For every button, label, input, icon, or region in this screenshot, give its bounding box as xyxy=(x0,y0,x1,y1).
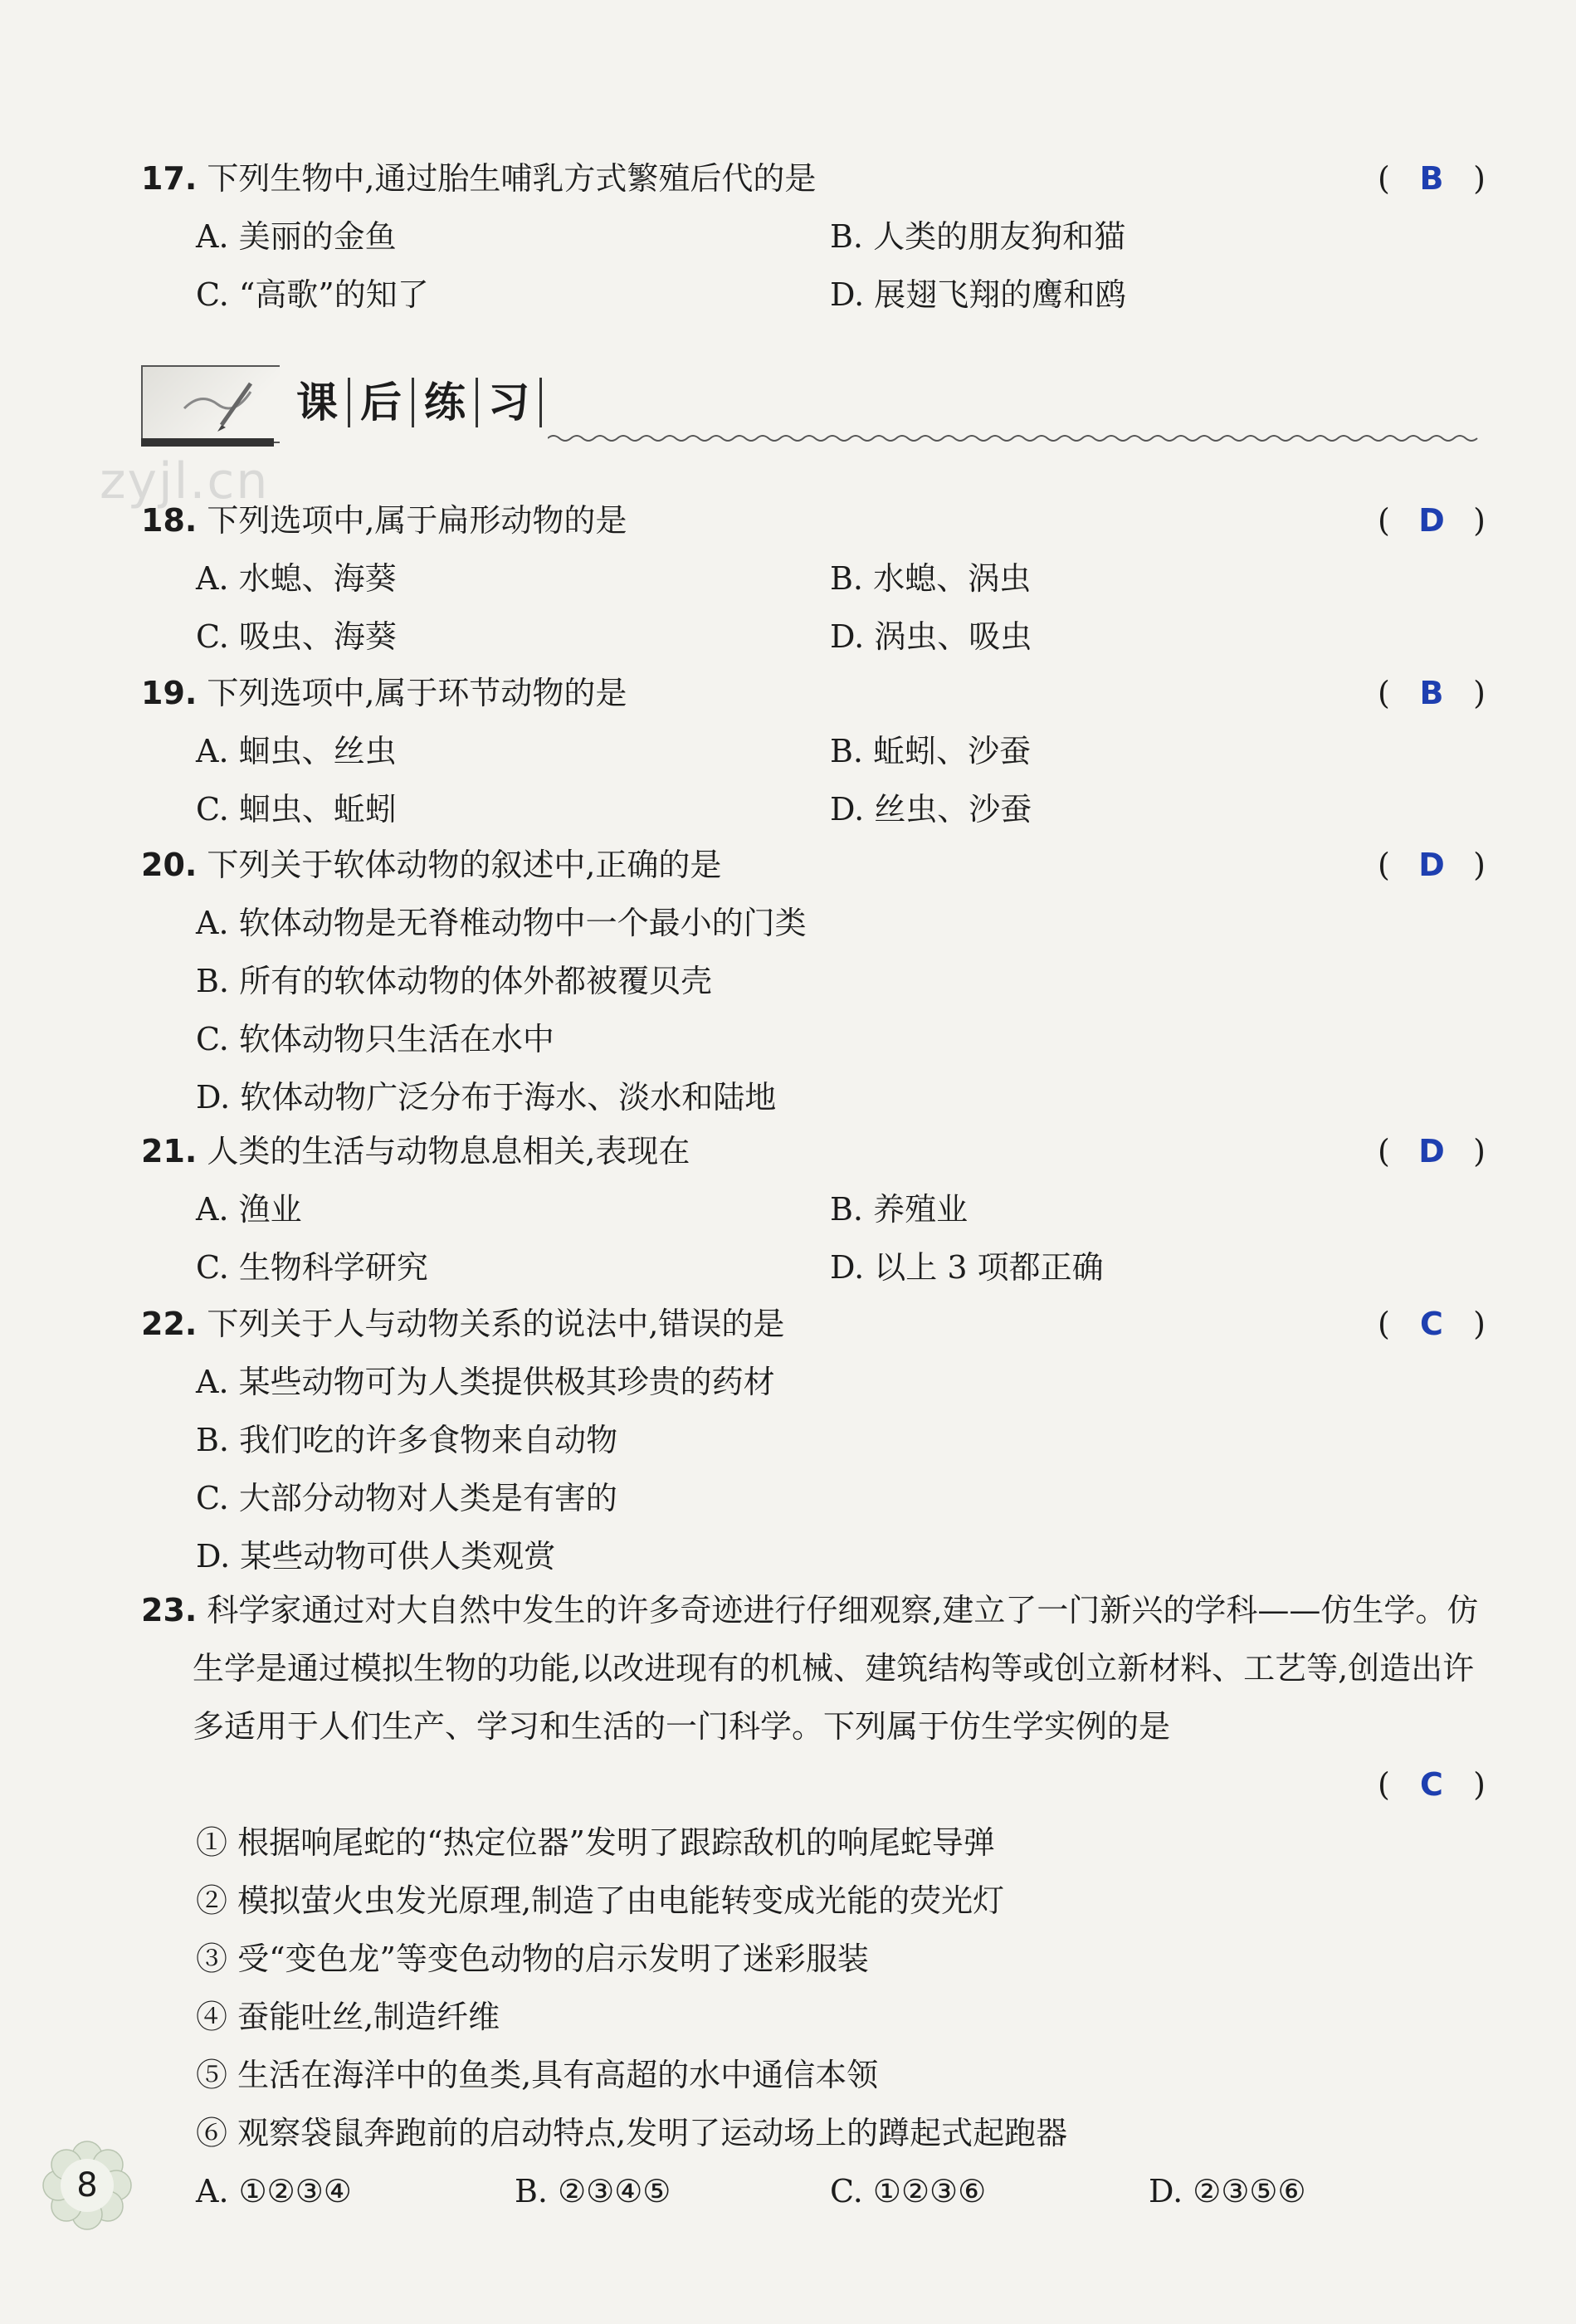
option-a: A. 渔业 xyxy=(196,1191,302,1228)
question-text: 下列生物中,通过胎生哺乳方式繁殖后代的是 xyxy=(207,160,817,197)
answer: C xyxy=(1420,1766,1443,1803)
answer-line xyxy=(141,1755,1486,1814)
option-c: C. 软体动物只生活在水中 xyxy=(196,1021,554,1057)
option-d: D. 展翅飞翔的鹰和鸥 xyxy=(830,276,1127,313)
section-title-char: 习 xyxy=(478,378,542,427)
options-row xyxy=(141,208,1486,266)
page-number-badge xyxy=(41,2140,133,2231)
wavy-divider xyxy=(548,430,1486,447)
section-header xyxy=(141,365,1486,448)
option-d: D. 以上 3 项都正确 xyxy=(830,1249,1104,1286)
statement-item: ⑥ 观察袋鼠奔跑前的启动特点,发明了运动场上的蹲起式起跑器 xyxy=(196,2115,1068,2151)
option-a: A. ①②③④ xyxy=(196,2173,352,2209)
options-row xyxy=(141,780,1486,838)
question-number: 23. xyxy=(141,1592,198,1628)
bracket-left: ( xyxy=(1378,847,1390,883)
option-c: C. 吸虫、海葵 xyxy=(196,618,397,655)
answer-bracket xyxy=(1378,149,1486,208)
question-23 xyxy=(141,1581,1486,2220)
option-b: B. ②③④⑤ xyxy=(515,2173,671,2209)
bracket-left: ( xyxy=(1378,1766,1390,1803)
statement-item: ③ 受“变色龙”等变色动物的启示发明了迷彩服装 xyxy=(196,1941,869,1977)
option-a: A. 某些动物可为人类提供极其珍贵的药材 xyxy=(196,1364,775,1400)
bracket-left: ( xyxy=(1378,675,1390,711)
option-d: D. ②③⑤⑥ xyxy=(1149,2173,1306,2209)
section-title-char: 后 xyxy=(350,378,414,427)
options-row xyxy=(141,608,1486,666)
question-stem xyxy=(141,836,1486,894)
question-text: 下列选项中,属于环节动物的是 xyxy=(207,675,627,711)
bracket-right: ) xyxy=(1473,1306,1486,1342)
question-text: 科学家通过对大自然中发生的许多奇迹进行仔细观察,建立了一门新兴的学科——仿生学。仿生学是通过模拟生物的功能,以改进现有的机械、建筑结构等或创立新材料、工艺等,创造出许多适用于人们生产、学习和生活的一门科学。下列属于仿生学实例的是 xyxy=(193,1592,1479,1745)
statement-item: ① 根据响尾蛇的“热定位器”发明了跟踪敌机的响尾蛇导弹 xyxy=(196,1824,995,1861)
question-text: 下列选项中,属于扁形动物的是 xyxy=(207,502,627,539)
option-b: B. 人类的朋友狗和猫 xyxy=(830,218,1126,255)
options-row xyxy=(141,2162,1486,2220)
bracket-right: ) xyxy=(1473,675,1486,711)
page-number: 8 xyxy=(76,2166,98,2204)
statement-item: ② 模拟萤火虫发光原理,制造了由电能转变成光能的荧光灯 xyxy=(196,1882,1005,1919)
question-20 xyxy=(141,836,1486,1126)
option-a: A. 水螅、海葵 xyxy=(196,560,397,597)
option-c: C. 蛔虫、蚯蚓 xyxy=(196,791,397,828)
option-a: A. 美丽的金鱼 xyxy=(196,218,397,255)
bracket-right: ) xyxy=(1473,1133,1486,1169)
bracket-right: ) xyxy=(1473,1766,1486,1803)
bracket-right: ) xyxy=(1473,847,1486,883)
answer: D xyxy=(1418,502,1445,539)
option-d: D. 涡虫、吸虫 xyxy=(830,618,1032,655)
section-icon-box xyxy=(141,365,280,443)
option-b: B. 所有的软体动物的体外都被覆贝壳 xyxy=(196,963,713,999)
bracket-right: ) xyxy=(1473,502,1486,539)
question-text: 下列关于人与动物关系的说法中,错误的是 xyxy=(207,1306,785,1342)
option-b: B. 蚯蚓、沙蚕 xyxy=(830,733,1032,769)
question-number: 22. xyxy=(141,1306,198,1342)
options-row xyxy=(141,1180,1486,1238)
bracket-left: ( xyxy=(1378,1133,1390,1169)
bracket-left: ( xyxy=(1378,1306,1390,1342)
bracket-left: ( xyxy=(1378,502,1390,539)
option-c: C. 生物科学研究 xyxy=(196,1249,428,1286)
option-c: C. “高歌”的知了 xyxy=(196,276,429,313)
section-title-char: 课 xyxy=(286,378,350,427)
answer: D xyxy=(1418,1133,1445,1169)
question-stem xyxy=(141,149,1486,208)
bracket-left: ( xyxy=(1378,160,1390,197)
question-stem xyxy=(141,1581,1486,1755)
question-number: 21. xyxy=(141,1133,198,1169)
option-b: B. 养殖业 xyxy=(830,1191,969,1228)
question-stem xyxy=(141,1122,1486,1180)
answer-bracket xyxy=(1378,491,1486,549)
statement-item: ⑤ 生活在海洋中的鱼类,具有高超的水中通信本领 xyxy=(196,2057,879,2093)
question-21 xyxy=(141,1122,1486,1296)
question-number: 17. xyxy=(141,160,198,197)
options-row xyxy=(141,266,1486,324)
watermark: zyjl.cn xyxy=(100,452,270,510)
statement-item: ④ 蚕能吐丝,制造纤维 xyxy=(196,1999,500,2035)
answer: B xyxy=(1419,160,1444,197)
answer-bracket xyxy=(1378,836,1486,894)
answer-bracket xyxy=(1378,1755,1486,1814)
option-c: C. ①②③⑥ xyxy=(830,2173,987,2209)
answer: C xyxy=(1420,1306,1443,1342)
option-d: D. 软体动物广泛分布于海水、淡水和陆地 xyxy=(196,1079,777,1116)
section-underline-bar xyxy=(141,438,274,447)
option-b: B. 我们吃的许多食物来自动物 xyxy=(196,1422,618,1458)
options-row xyxy=(141,549,1486,608)
option-a: A. 软体动物是无脊椎动物中一个最小的门类 xyxy=(196,905,807,941)
answer: B xyxy=(1419,675,1444,711)
answer-bracket xyxy=(1378,1295,1486,1353)
answer: D xyxy=(1418,847,1445,883)
question-text: 下列关于软体动物的叙述中,正确的是 xyxy=(207,847,722,883)
question-text: 人类的生活与动物息息相关,表现在 xyxy=(207,1133,690,1169)
pen-icon xyxy=(176,375,259,433)
question-17 xyxy=(141,149,1486,324)
option-d: D. 某些动物可供人类观赏 xyxy=(196,1538,556,1575)
question-number: 20. xyxy=(141,847,198,883)
question-19 xyxy=(141,664,1486,838)
option-d: D. 丝虫、沙蚕 xyxy=(830,791,1032,828)
section-title-char: 练 xyxy=(414,378,478,427)
section-title xyxy=(286,365,542,440)
option-a: A. 蛔虫、丝虫 xyxy=(196,733,397,769)
option-b: B. 水螅、涡虫 xyxy=(830,560,1032,597)
question-stem xyxy=(141,491,1486,549)
question-number: 19. xyxy=(141,675,198,711)
bracket-right: ) xyxy=(1473,160,1486,197)
answer-bracket xyxy=(1378,1122,1486,1180)
question-22 xyxy=(141,1295,1486,1585)
question-18 xyxy=(141,491,1486,666)
question-number: 18. xyxy=(141,502,198,539)
options-row xyxy=(141,1238,1486,1296)
options-row xyxy=(141,722,1486,780)
question-stem xyxy=(141,664,1486,722)
question-stem xyxy=(141,1295,1486,1353)
answer-bracket xyxy=(1378,664,1486,722)
option-c: C. 大部分动物对人类是有害的 xyxy=(196,1480,617,1516)
